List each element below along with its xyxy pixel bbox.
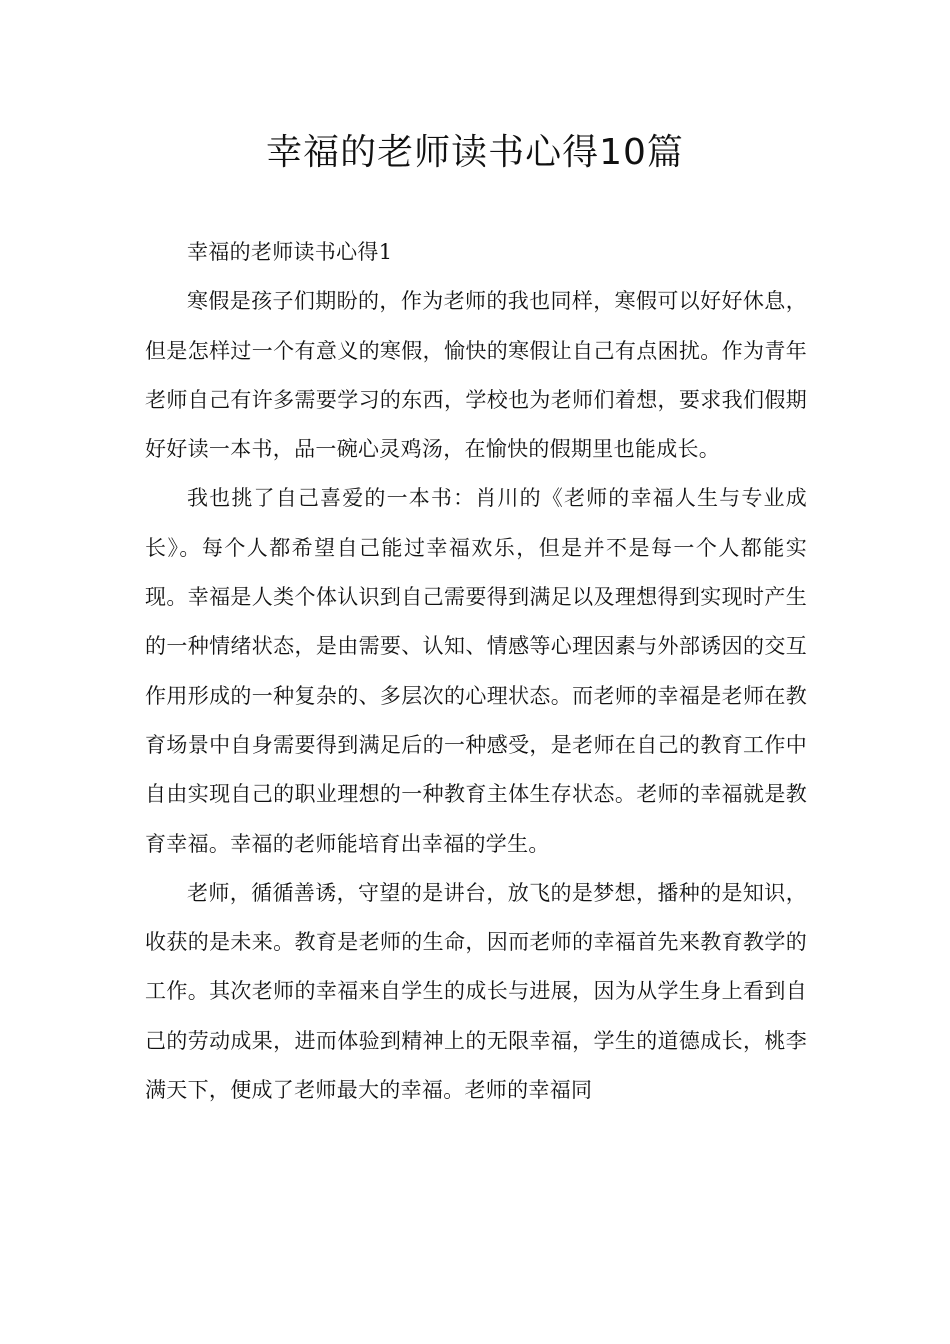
document-title: 幸福的老师读书心得10篇 bbox=[266, 132, 684, 173]
paragraph-1: 寒假是孩子们期盼的，作为老师的我也同样，寒假可以好好休息，但是怎样过一个有意义的寒假，愉快的寒假让自己有点困扰。作为青年老师自己有许多需要学习的东西，学校也为老师们着想，要求我们假期好好读一本书，品一碗心灵鸡汤，在愉快的假期里也能成长。 bbox=[145, 289, 807, 462]
paragraph-2: 我也挑了自己喜爱的一本书：肖川的《老师的幸福人生与专业成长》。每个人都希望自己能过幸福欢乐，但是并不是每一个人都能实现。幸福是人类个体认识到自己需要得到满足以及理想得到实现时产生的一种情绪状态，是由需要、认知、情感等心理因素与外部诱因的交互作用形成的一种复杂的、多层次的心理状态。而老师的幸福是老师在教育场景中自身需要得到满足后的一种感受，是老师在自己的教育工作中自由实现自己的职业理想的一种教育主体生存状态。老师的幸福就是教育幸福。幸福的老师能培育出幸福的学生。 bbox=[145, 486, 807, 856]
paragraph-3: 老师，循循善诱，守望的是讲台，放飞的是梦想，播种的是知识，收获的是未来。教育是老师的生命，因而老师的幸福首先来教育教学的工作。其次老师的幸福来自学生的成长与进展，因为从学生身上看到自己的劳动成果，进而体验到精神上的无限幸福，学生的道德成长，桃李满天下，便成了老师最大的幸福。老师的幸福同 bbox=[145, 880, 807, 1103]
document-body bbox=[145, 228, 807, 1115]
section-heading: 幸福的老师读书心得1 bbox=[187, 240, 393, 264]
